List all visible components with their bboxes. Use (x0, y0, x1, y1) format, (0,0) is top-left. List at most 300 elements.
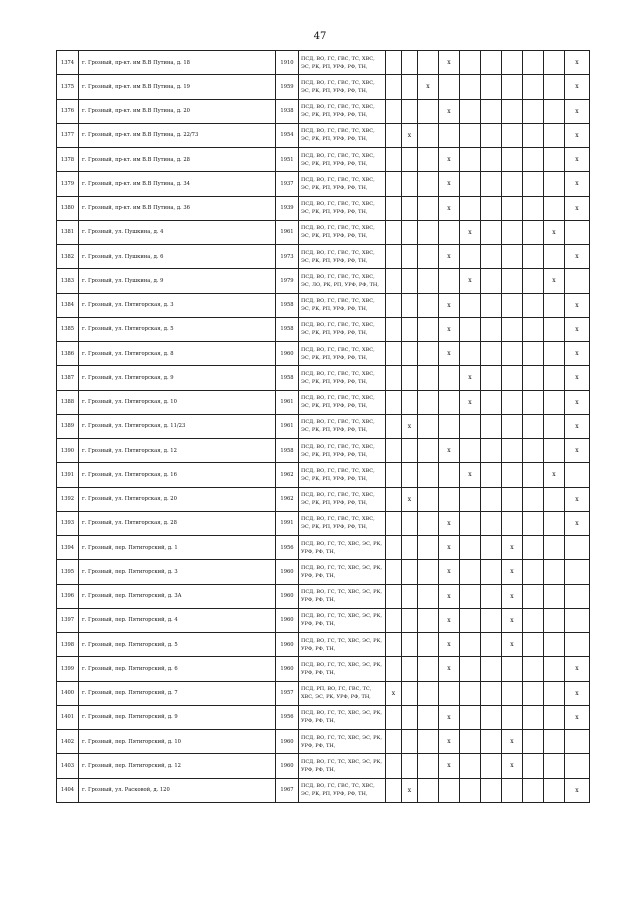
year-cell: 1960 (276, 584, 299, 608)
address-cell: г. Грозный, ул. Пушкина, д. 6 (79, 245, 276, 269)
year-cell: 1959 (276, 75, 299, 99)
mark-cell (481, 681, 502, 705)
mark-cell: x (386, 681, 402, 705)
mark-cell: x (502, 633, 523, 657)
mark-cell (418, 172, 439, 196)
row-number-cell: 1377 (57, 123, 79, 147)
mark-cell (439, 390, 460, 414)
mark-cell (418, 705, 439, 729)
mark-cell (402, 657, 418, 681)
mark-cell (418, 366, 439, 390)
mark-cell (402, 754, 418, 778)
mark-cell (402, 705, 418, 729)
mark-cell (544, 681, 565, 705)
mark-cell: x (439, 148, 460, 172)
year-cell: 1960 (276, 754, 299, 778)
mark-cell: x (402, 123, 418, 147)
address-cell: г. Грозный, пр-кт. им В.В Путина, д. 34 (79, 172, 276, 196)
table-row (57, 342, 590, 366)
mark-cell (402, 730, 418, 754)
mark-cell: x (460, 463, 481, 487)
mark-cell: x (439, 245, 460, 269)
mark-cell (418, 608, 439, 632)
mark-cell (439, 487, 460, 511)
address-cell: г. Грозный, пр-кт. им В.В Путина, д. 18 (79, 51, 276, 75)
mark-cell (386, 730, 402, 754)
row-number-cell: 1391 (57, 463, 79, 487)
year-cell: 1951 (276, 148, 299, 172)
mark-cell (481, 75, 502, 99)
mark-cell (418, 560, 439, 584)
mark-cell (386, 511, 402, 535)
row-number-cell: 1376 (57, 99, 79, 123)
address-cell: г. Грозный, пер. Пятигорский, д. 5 (79, 633, 276, 657)
mark-cell (523, 511, 544, 535)
year-cell: 1956 (276, 536, 299, 560)
mark-cell (386, 366, 402, 390)
mark-cell: x (402, 778, 418, 802)
mark-cell: x (565, 366, 590, 390)
year-cell: 1961 (276, 220, 299, 244)
table-row (57, 705, 590, 729)
table-row (57, 172, 590, 196)
mark-cell (502, 220, 523, 244)
address-cell: г. Грозный, пер. Пятигорский, д. 6 (79, 657, 276, 681)
mark-cell (523, 366, 544, 390)
mark-cell: x (565, 778, 590, 802)
mark-cell: x (565, 657, 590, 681)
mark-cell (544, 487, 565, 511)
year-cell: 1958 (276, 293, 299, 317)
works-list-cell: ПСД, ВО, ГС, ГВС, ТС, ХВС, ЭС, РК, РП, УРФ, РФ, ТН, (299, 196, 386, 220)
mark-cell: x (544, 463, 565, 487)
mark-cell (481, 536, 502, 560)
mark-cell (460, 148, 481, 172)
table-row (57, 657, 590, 681)
mark-cell (481, 633, 502, 657)
mark-cell (565, 730, 590, 754)
mark-cell (544, 99, 565, 123)
row-number-cell: 1387 (57, 366, 79, 390)
year-cell: 1973 (276, 245, 299, 269)
year-cell: 1910 (276, 51, 299, 75)
mark-cell (402, 172, 418, 196)
mark-cell (460, 414, 481, 438)
year-cell: 1958 (276, 366, 299, 390)
address-cell: г. Грозный, ул. Пятигорская, д. 12 (79, 439, 276, 463)
mark-cell: x (544, 269, 565, 293)
mark-cell (418, 439, 439, 463)
mark-cell (481, 511, 502, 535)
table-row (57, 536, 590, 560)
address-cell: г. Грозный, пер. Пятигорский, д. 7 (79, 681, 276, 705)
year-cell: 1960 (276, 633, 299, 657)
table-row (57, 487, 590, 511)
mark-cell (523, 220, 544, 244)
mark-cell: x (439, 51, 460, 75)
works-list-cell: ПСД, ВО, ГС, ТС, ХВС, ЭС, РК, УРФ, РФ, ТН, (299, 584, 386, 608)
registry-rows (57, 51, 590, 803)
year-cell: 1960 (276, 560, 299, 584)
mark-cell (481, 657, 502, 681)
mark-cell (386, 487, 402, 511)
table-row (57, 317, 590, 341)
table-row (57, 414, 590, 438)
mark-cell (481, 390, 502, 414)
works-list-cell: ПСД, ВО, ГС, ГВС, ТС, ХВС, ЭС, РК, РП, УРФ, РФ, ТН, (299, 390, 386, 414)
table-row (57, 366, 590, 390)
mark-cell (544, 560, 565, 584)
mark-cell (565, 560, 590, 584)
table-row (57, 196, 590, 220)
mark-cell (502, 245, 523, 269)
mark-cell (481, 317, 502, 341)
mark-cell: x (402, 414, 418, 438)
works-list-cell: ПСД, ВО, ГС, ГВС, ТС, ХВС, ЭС, РК, РП, УРФ, РФ, ТН, (299, 123, 386, 147)
mark-cell (402, 439, 418, 463)
mark-cell (502, 705, 523, 729)
mark-cell (523, 584, 544, 608)
mark-cell (386, 99, 402, 123)
mark-cell (502, 439, 523, 463)
row-number-cell: 1401 (57, 705, 79, 729)
mark-cell (523, 123, 544, 147)
mark-cell: x (565, 439, 590, 463)
mark-cell: x (439, 172, 460, 196)
mark-cell (402, 681, 418, 705)
mark-cell: x (565, 148, 590, 172)
mark-cell (386, 123, 402, 147)
mark-cell (386, 51, 402, 75)
table-row (57, 269, 590, 293)
table-row (57, 633, 590, 657)
row-number-cell: 1374 (57, 51, 79, 75)
address-cell: г. Грозный, ул. Пятигорская, д. 8 (79, 342, 276, 366)
mark-cell (502, 657, 523, 681)
year-cell: 1958 (276, 317, 299, 341)
table-row (57, 754, 590, 778)
mark-cell (402, 245, 418, 269)
mark-cell (544, 75, 565, 99)
works-list-cell: ПСД, ВО, ГС, ГВС, ТС, ХВС, ЭС, РК, РП, УРФ, РФ, ТН, (299, 487, 386, 511)
mark-cell: x (565, 317, 590, 341)
row-number-cell: 1395 (57, 560, 79, 584)
mark-cell (460, 560, 481, 584)
mark-cell (502, 366, 523, 390)
mark-cell (402, 633, 418, 657)
mark-cell (386, 245, 402, 269)
row-number-cell: 1390 (57, 439, 79, 463)
year-cell: 1962 (276, 463, 299, 487)
works-list-cell: ПСД, ВО, ГС, ТС, ХВС, ЭС, РК, УРФ, РФ, ТН, (299, 657, 386, 681)
mark-cell (481, 342, 502, 366)
mark-cell: x (544, 220, 565, 244)
address-cell: г. Грозный, пр-кт. им В.В Путина, д. 36 (79, 196, 276, 220)
mark-cell (523, 657, 544, 681)
mark-cell: x (439, 342, 460, 366)
table-row (57, 148, 590, 172)
row-number-cell: 1375 (57, 75, 79, 99)
address-cell: г. Грозный, ул. Пушкина, д. 4 (79, 220, 276, 244)
mark-cell (523, 705, 544, 729)
address-cell: г. Грозный, пер. Пятигорский, д. 12 (79, 754, 276, 778)
mark-cell (544, 317, 565, 341)
mark-cell (523, 245, 544, 269)
mark-cell (418, 245, 439, 269)
mark-cell (502, 317, 523, 341)
mark-cell (460, 293, 481, 317)
address-cell: г. Грозный, ул. Пятигорская, д. 11/23 (79, 414, 276, 438)
address-cell: г. Грозный, ул. Пятигорская, д. 5 (79, 317, 276, 341)
mark-cell: x (439, 293, 460, 317)
address-cell: г. Грозный, пер. Пятигорский, д. 1 (79, 536, 276, 560)
mark-cell (418, 414, 439, 438)
mark-cell (418, 293, 439, 317)
address-cell: г. Грозный, пр-кт. им В.В Путина, д. 28 (79, 148, 276, 172)
mark-cell (386, 754, 402, 778)
mark-cell (418, 317, 439, 341)
mark-cell (544, 148, 565, 172)
row-number-cell: 1397 (57, 608, 79, 632)
table-row (57, 123, 590, 147)
mark-cell (386, 317, 402, 341)
mark-cell (402, 148, 418, 172)
mark-cell (481, 754, 502, 778)
mark-cell (460, 123, 481, 147)
mark-cell (544, 754, 565, 778)
mark-cell (439, 463, 460, 487)
mark-cell (439, 681, 460, 705)
mark-cell (523, 269, 544, 293)
mark-cell (523, 608, 544, 632)
row-number-cell: 1396 (57, 584, 79, 608)
mark-cell: x (565, 487, 590, 511)
mark-cell (523, 778, 544, 802)
table-row (57, 293, 590, 317)
year-cell: 1962 (276, 487, 299, 511)
mark-cell (439, 75, 460, 99)
year-cell: 1961 (276, 414, 299, 438)
mark-cell: x (439, 608, 460, 632)
works-list-cell: ПСД, ВО, ГС, ГВС, ТС, ХВС, ЭС, ЛО, РК, РП, УРФ, РФ, ТН, (299, 269, 386, 293)
mark-cell (460, 778, 481, 802)
mark-cell: x (439, 584, 460, 608)
row-number-cell: 1393 (57, 511, 79, 535)
row-number-cell: 1392 (57, 487, 79, 511)
mark-cell (460, 75, 481, 99)
mark-cell (502, 487, 523, 511)
mark-cell (481, 705, 502, 729)
mark-cell (544, 245, 565, 269)
mark-cell (418, 657, 439, 681)
mark-cell (481, 439, 502, 463)
mark-cell (460, 584, 481, 608)
mark-cell (386, 439, 402, 463)
year-cell: 1957 (276, 681, 299, 705)
mark-cell (418, 754, 439, 778)
mark-cell (502, 342, 523, 366)
mark-cell (544, 439, 565, 463)
address-cell: г. Грозный, пр-кт. им В.В Путина, д. 19 (79, 75, 276, 99)
works-list-cell: ПСД, ВО, ГС, ГВС, ТС, ХВС, ЭС, РК, РП, УРФ, РФ, ТН, (299, 245, 386, 269)
mark-cell: x (439, 754, 460, 778)
mark-cell (502, 293, 523, 317)
mark-cell (481, 196, 502, 220)
mark-cell (418, 123, 439, 147)
mark-cell (481, 463, 502, 487)
mark-cell (402, 293, 418, 317)
mark-cell (418, 390, 439, 414)
row-number-cell: 1384 (57, 293, 79, 317)
address-cell: г. Грозный, ул. Пятигорская, д. 20 (79, 487, 276, 511)
mark-cell (418, 196, 439, 220)
mark-cell: x (565, 414, 590, 438)
row-number-cell: 1404 (57, 778, 79, 802)
mark-cell (402, 536, 418, 560)
row-number-cell: 1386 (57, 342, 79, 366)
mark-cell (418, 148, 439, 172)
table-row (57, 584, 590, 608)
mark-cell (481, 414, 502, 438)
mark-cell (544, 196, 565, 220)
mark-cell (502, 778, 523, 802)
mark-cell (386, 293, 402, 317)
year-cell: 1938 (276, 99, 299, 123)
mark-cell (502, 172, 523, 196)
works-list-cell: ПСД, ВО, ГС, ГВС, ТС, ХВС, ЭС, РК, РП, УРФ, РФ, ТН, (299, 439, 386, 463)
mark-cell (460, 317, 481, 341)
mark-cell: x (565, 196, 590, 220)
works-list-cell: ПСД, ВО, ГС, ГВС, ТС, ХВС, ЭС, РК, РП, УРФ, РФ, ТН, (299, 220, 386, 244)
row-number-cell: 1383 (57, 269, 79, 293)
mark-cell (402, 463, 418, 487)
mark-cell (460, 245, 481, 269)
mark-cell: x (502, 536, 523, 560)
works-list-cell: ПСД, ВО, ГС, ГВС, ТС, ХВС, ЭС, РК, РП, УРФ, РФ, ТН, (299, 511, 386, 535)
mark-cell (523, 390, 544, 414)
mark-cell (402, 99, 418, 123)
year-cell: 1979 (276, 269, 299, 293)
mark-cell (402, 511, 418, 535)
mark-cell (460, 487, 481, 511)
table-row (57, 681, 590, 705)
mark-cell (565, 754, 590, 778)
year-cell: 1967 (276, 778, 299, 802)
mark-cell: x (402, 487, 418, 511)
mark-cell (502, 414, 523, 438)
mark-cell: x (502, 584, 523, 608)
mark-cell (418, 778, 439, 802)
mark-cell (460, 511, 481, 535)
address-cell: г. Грозный, пр-кт. им В.В Путина, д. 20 (79, 99, 276, 123)
table-row (57, 220, 590, 244)
mark-cell (544, 293, 565, 317)
mark-cell (544, 51, 565, 75)
table-row (57, 99, 590, 123)
mark-cell (460, 99, 481, 123)
mark-cell (481, 245, 502, 269)
year-cell: 1991 (276, 511, 299, 535)
row-number-cell: 1389 (57, 414, 79, 438)
mark-cell (523, 414, 544, 438)
row-number-cell: 1379 (57, 172, 79, 196)
mark-cell (502, 681, 523, 705)
mark-cell (523, 536, 544, 560)
mark-cell: x (439, 560, 460, 584)
mark-cell (481, 584, 502, 608)
year-cell: 1960 (276, 730, 299, 754)
mark-cell (523, 681, 544, 705)
row-number-cell: 1400 (57, 681, 79, 705)
mark-cell (386, 463, 402, 487)
works-list-cell: ПСД, ВО, ГС, ГВС, ТС, ХВС, ЭС, РК, РП, УРФ, РФ, ТН, (299, 148, 386, 172)
mark-cell (565, 269, 590, 293)
mark-cell (523, 754, 544, 778)
mark-cell (481, 220, 502, 244)
works-list-cell: ПСД, ВО, ГС, ГВС, ТС, ХВС, ЭС, РК, РП, УРФ, РФ, ТН, (299, 75, 386, 99)
works-list-cell: ПСД, ВО, ГС, ТС, ХВС, ЭС, РК, УРФ, РФ, ТН, (299, 633, 386, 657)
table-row (57, 245, 590, 269)
mark-cell (402, 269, 418, 293)
mark-cell (418, 730, 439, 754)
mark-cell: x (565, 99, 590, 123)
mark-cell: x (439, 511, 460, 535)
mark-cell (544, 778, 565, 802)
mark-cell (502, 196, 523, 220)
row-number-cell: 1402 (57, 730, 79, 754)
address-cell: г. Грозный, пер. Пятигорский, д. 3А (79, 584, 276, 608)
mark-cell: x (565, 123, 590, 147)
mark-cell (502, 148, 523, 172)
table-row (57, 511, 590, 535)
mark-cell (523, 730, 544, 754)
mark-cell: x (565, 245, 590, 269)
mark-cell (460, 657, 481, 681)
works-list-cell: ПСД, ВО, ГС, ГВС, ТС, ХВС, ЭС, РК, РП, УРФ, РФ, ТН, (299, 51, 386, 75)
mark-cell (523, 342, 544, 366)
works-list-cell: ПСД, ВО, ГС, ГВС, ТС, ХВС, ЭС, РК, РП, УРФ, РФ, ТН, (299, 463, 386, 487)
mark-cell: x (439, 317, 460, 341)
mark-cell (523, 317, 544, 341)
mark-cell (402, 196, 418, 220)
mark-cell (386, 390, 402, 414)
works-list-cell: ПСД, ВО, ГС, ГВС, ТС, ХВС, ЭС, РК, РП, УРФ, РФ, ТН, (299, 366, 386, 390)
mark-cell: x (439, 196, 460, 220)
page-number: 47 (313, 31, 327, 42)
mark-cell (502, 51, 523, 75)
mark-cell: x (502, 560, 523, 584)
mark-cell (460, 172, 481, 196)
mark-cell (386, 657, 402, 681)
row-number-cell: 1378 (57, 148, 79, 172)
mark-cell (460, 705, 481, 729)
mark-cell (544, 730, 565, 754)
year-cell: 1960 (276, 342, 299, 366)
works-list-cell: ПСД, ВО, ГС, ТС, ХВС, ЭС, РК, УРФ, РФ, ТН, (299, 536, 386, 560)
mark-cell (544, 633, 565, 657)
works-list-cell: ПСД, ВО, ГС, ТС, ХВС, ЭС, РК, УРФ, РФ, ТН, (299, 560, 386, 584)
mark-cell: x (439, 730, 460, 754)
mark-cell (502, 75, 523, 99)
row-number-cell: 1382 (57, 245, 79, 269)
table-row (57, 608, 590, 632)
mark-cell: x (418, 75, 439, 99)
works-list-cell: ПСД, ВО, ГС, ГВС, ТС, ХВС, ЭС, РК, РП, УРФ, РФ, ТН, (299, 342, 386, 366)
mark-cell (460, 536, 481, 560)
row-number-cell: 1380 (57, 196, 79, 220)
year-cell: 1939 (276, 196, 299, 220)
mark-cell: x (439, 99, 460, 123)
